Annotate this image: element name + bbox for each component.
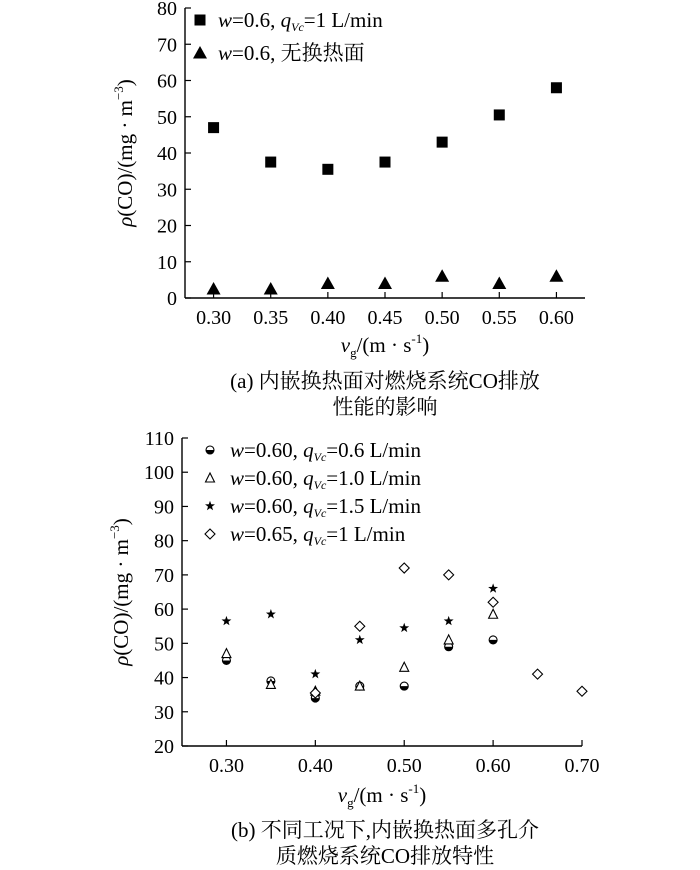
x-tick-label: 0.30 [196, 307, 232, 329]
y-tick-label: 110 [144, 428, 174, 450]
legend-marker-square [195, 15, 206, 26]
y-tick-label: 10 [157, 251, 177, 274]
y-tick-label: 70 [154, 564, 174, 587]
legend-label: w=0.60, qVc=1.5 L/min [230, 494, 421, 520]
x-tick-label: 0.60 [538, 307, 574, 329]
x-tick-label: 0.50 [424, 307, 460, 329]
legend-item [205, 522, 406, 548]
data-point-star [310, 669, 320, 678]
series-half-circle [222, 636, 497, 702]
y-tick-label: 30 [157, 179, 177, 202]
legend-marker-half-circle [206, 446, 214, 454]
legend-marker-diamond [205, 529, 215, 539]
data-point-triangle [378, 277, 392, 290]
legend-label: w=0.6, qVc=1 L/min [218, 8, 383, 34]
y-tick-label: 80 [157, 0, 177, 20]
figure-caption: 质燃烧系统CO排放特性 [275, 844, 495, 868]
legend [193, 8, 383, 65]
data-point-square [208, 122, 219, 133]
data-point-triangle [435, 269, 449, 282]
y-tick-label: 0 [167, 288, 177, 310]
legend-item [193, 41, 365, 65]
legend-label: w=0.6, 无换热面 [218, 41, 365, 65]
data-point-diamond [533, 669, 543, 679]
y-axis-label: $\rho(CO)/(mg \cdot m^{-3})$ [107, 518, 133, 666]
legend [205, 438, 421, 548]
data-point-triangle-open [489, 609, 498, 618]
data-point-triangle-open [222, 649, 231, 658]
data-point-square [551, 82, 562, 93]
data-point-triangle [264, 282, 278, 295]
data-point-half-circle [489, 636, 497, 644]
series-diamond [310, 563, 587, 698]
x-tick-label: 0.60 [475, 755, 511, 777]
data-point-triangle [321, 277, 335, 290]
legend-label: w=0.65, qVc=1 L/min [230, 522, 406, 548]
x-tick-label: 0.30 [208, 755, 244, 777]
data-point-diamond [355, 621, 365, 631]
data-point-star [355, 635, 365, 644]
data-point-square [322, 164, 333, 175]
data-point-diamond [399, 563, 409, 573]
data-point-star [444, 616, 454, 625]
data-point-diamond [444, 570, 454, 580]
y-tick-label: 50 [154, 633, 174, 656]
data-point-triangle [207, 282, 221, 295]
series-square [208, 82, 562, 175]
legend-marker-triangle [193, 46, 207, 59]
y-tick-label: 20 [154, 736, 174, 758]
y-axis-label: $\rho(CO)/(mg \cdot m^{-3})$ [111, 79, 137, 227]
data-point-square [494, 109, 505, 120]
y-tick-label: 70 [157, 34, 177, 57]
y-tick-label: 60 [154, 599, 174, 622]
legend-marker-star [205, 501, 215, 510]
data-point-triangle-open [444, 635, 453, 644]
data-point-star [266, 609, 276, 618]
data-point-square [265, 157, 276, 168]
chart-a [111, 0, 585, 419]
y-tick-label: 20 [157, 215, 177, 238]
legend-label: w=0.60, qVc=1.0 L/min [230, 466, 421, 492]
legend-item [195, 8, 384, 34]
y-tick-label: 80 [154, 530, 174, 553]
x-tick-label: 0.40 [297, 755, 333, 777]
x-axis-label: $v_g/(m \cdot s^{-1})$ [340, 331, 430, 360]
figure-caption: 性能的影响 [332, 395, 438, 419]
data-point-triangle-open [400, 662, 409, 671]
data-point-triangle [549, 269, 563, 282]
data-point-diamond [488, 597, 498, 607]
y-tick-label: 100 [144, 462, 174, 485]
figure-caption: (a) 内嵌换热面对燃烧系统CO排放 [230, 369, 540, 393]
data-point-square [437, 137, 448, 148]
x-axis-label: $v_g/(m \cdot s^{-1})$ [337, 781, 427, 810]
data-point-triangle [492, 277, 506, 290]
figure-caption: (b) 不同工况下,内嵌换热面多孔介 [231, 818, 539, 842]
x-tick-label: 0.40 [310, 307, 346, 329]
data-point-star [399, 623, 409, 632]
data-point-square [380, 157, 391, 168]
data-point-diamond [577, 686, 587, 696]
legend-marker-triangle-open [206, 473, 215, 482]
legend-label: w=0.60, qVc=0.6 L/min [230, 438, 421, 464]
y-tick-label: 40 [157, 143, 177, 165]
x-tick-label: 0.35 [253, 307, 289, 329]
chart-b [107, 428, 600, 868]
data-point-star [488, 583, 498, 592]
x-tick-label: 0.45 [367, 307, 403, 329]
x-tick-label: 0.50 [386, 755, 422, 777]
legend-item [205, 494, 421, 520]
series-triangle [207, 269, 564, 294]
y-tick-label: 30 [154, 701, 174, 724]
y-tick-label: 60 [157, 70, 177, 93]
data-point-half-circle [400, 682, 408, 690]
y-tick-label: 90 [154, 496, 174, 519]
x-tick-label: 0.70 [564, 755, 600, 777]
y-tick-label: 40 [154, 667, 174, 690]
data-point-star [222, 616, 232, 625]
y-tick-label: 50 [157, 106, 177, 129]
legend-item [206, 438, 421, 464]
legend-item [206, 466, 422, 492]
x-tick-label: 0.55 [481, 307, 517, 329]
